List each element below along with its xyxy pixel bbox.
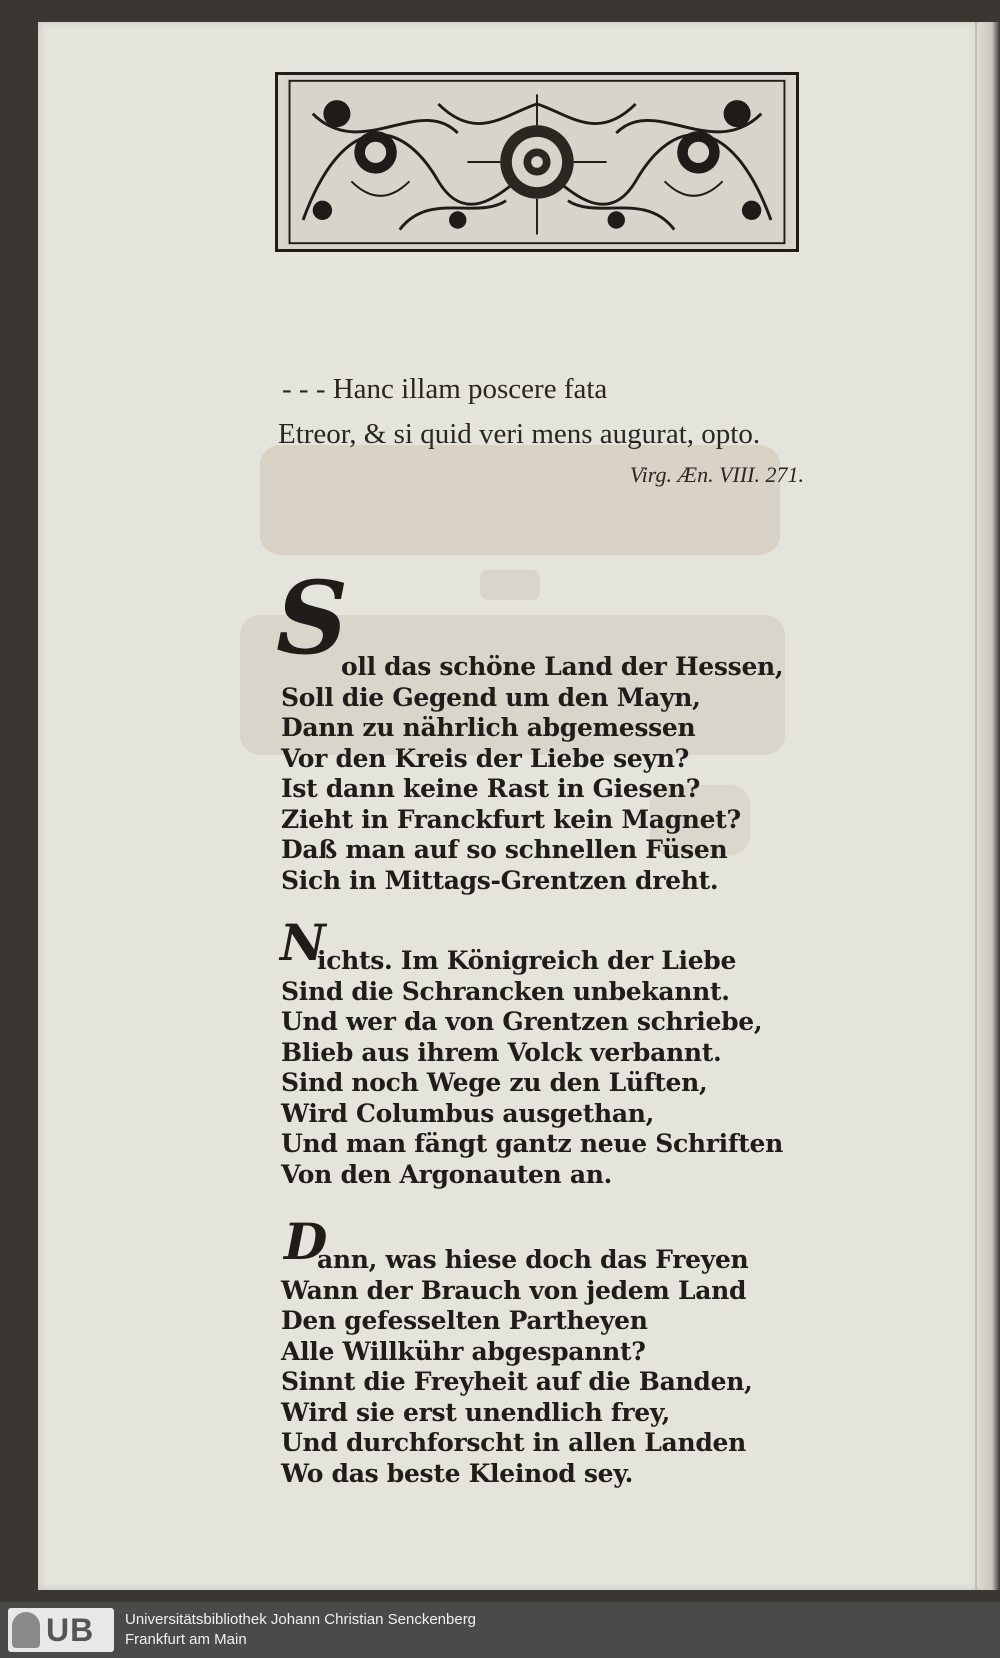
epigraph-citation [630, 462, 804, 488]
verse-first-line: ichts. Im Königreich der Liebe [317, 946, 737, 975]
verse-first-line: oll das schöne Land der Hessen, [341, 652, 784, 681]
drop-cap-initial: D [284, 1212, 328, 1271]
citation-text: Virg. Æn. VIII. 271. [629, 462, 804, 487]
verse-line: Und wer da von Grentzen schriebe, [281, 1007, 763, 1036]
verse-line: Vor den Kreis der Liebe seyn? [281, 743, 689, 773]
page-edge [980, 22, 1000, 1590]
drop-cap-initial: N [280, 913, 326, 972]
headpiece-ornament [275, 72, 799, 252]
library-name: Universitätsbibliothek Johann Christian Senckenberg [125, 1611, 477, 1628]
verse-line: Wo das beste Kleinod sey. [281, 1458, 633, 1488]
stanza-3 [281, 1245, 752, 1489]
verse-line: Wann der Brauch von jedem Land [281, 1275, 747, 1305]
drop-cap-initial: S [276, 559, 349, 677]
epigraph-line-1: - - - Hanc illam poscere fata [282, 373, 608, 405]
verse-line: Sich in Mittags-Grentzen dreht. [281, 865, 719, 895]
stanza-2 [281, 946, 783, 1190]
verse-line [281, 652, 783, 683]
library-location: Frankfurt am Main [125, 1631, 247, 1648]
verse-first-line: ann, was hiese doch das Freyen [317, 1245, 749, 1274]
verse-line: Ist dann keine Rast in Giesen? [281, 774, 701, 803]
verse-line: Von den Argonauten an. [281, 1159, 613, 1189]
verse-line: Dann zu nährlich abgemessen [281, 713, 696, 742]
verse-line: Sinnt die Freyheit auf die Banden, [281, 1367, 753, 1396]
verse-line: Zieht in Franckfurt kein Magnet? [281, 804, 741, 834]
logo-text: UB [46, 1612, 95, 1648]
verse-line: Sind noch Wege zu den Lüften, [281, 1068, 708, 1097]
library-logo[interactable] [8, 1608, 114, 1652]
floral-ornament-graphic [278, 75, 796, 249]
verse-line: Und durchforscht in allen Landen [281, 1428, 746, 1457]
verse-line: Blieb aus ihrem Volck verbannt. [281, 1037, 722, 1067]
verse-line: Sind die Schrancken unbekannt. [281, 976, 730, 1006]
verse-line: Daß man auf so schnellen Füsen [281, 835, 728, 864]
verse-line: Und man fängt gantz neue Schriften [281, 1129, 784, 1158]
epigraph-line-2: Etreor, & si quid veri mens augurat, opto. [278, 418, 761, 450]
fold-line [975, 22, 977, 1590]
verse-line: Wird Columbus ausgethan, [281, 1098, 655, 1128]
stanza-1 [281, 652, 783, 896]
portrait-emblem-icon [12, 1612, 40, 1648]
verse-line: Wird sie erst unendlich frey, [281, 1397, 671, 1427]
library-footer [0, 1602, 1000, 1658]
verse-line: Alle Willkühr abgespannt? [281, 1336, 646, 1366]
bleed-through-shape-2 [480, 570, 540, 600]
verse-line [281, 1245, 752, 1276]
verse-line: Den gefesselten Partheyen [281, 1306, 648, 1335]
verse-line: Soll die Gegend um den Mayn, [281, 682, 701, 712]
verse-line [281, 946, 783, 977]
